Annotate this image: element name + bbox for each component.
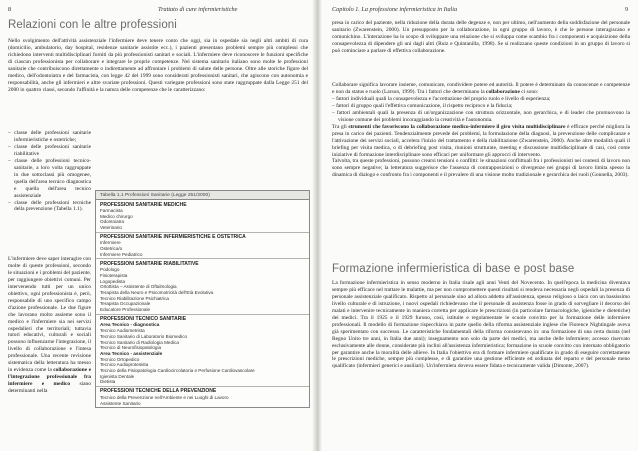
table-group-tecnico-sanitarie [96,315,309,387]
table-item: Tecnico Audioprotesista [100,362,149,368]
table-item: Infermiere [100,240,121,246]
table-group-heading: PROFESSIONI TECNICHE DELLA PREVENZIONE [100,388,217,395]
body-tail-text: siano determinanti nella [8,381,91,395]
paragraph-c [332,124,630,159]
paragraph-lead-text: Tra gli [332,123,347,130]
table-item: Terapista della Neuro e Psicomotricità dell'Età Evolutiva [100,289,214,295]
table-group-heading: PROFESSIONI TECNICO SANITARIE [100,316,187,323]
paragraph-tail-text: ci sono: [521,88,539,95]
right-paragraph-b [332,82,630,179]
right-page [320,0,638,451]
body-bold-text: collaborazione e l'integrazione professionale fra infermiere e medico [8,367,91,388]
list-item: – fattori ambientali quali la presenza di un'organizzazione con struttura orizzontale, non gerarchica, e di leader che promuovono la visione comune dei problemi incoraggiando la creatività e l'autonomia. [332,110,630,124]
table-item: Tecnico Sanitario di Radiologia Medica [100,339,179,345]
page-number: 8 [8,6,12,13]
page-number: 9 [625,6,629,13]
left-page [0,0,314,451]
list-item: – fattori di gruppo quali l'effettiva comunicazione, il rispetto reciproco e la fiducia; [332,103,630,110]
paragraph-text: Collaborare significa lavorare insieme, comunicare, condividere potere ed autorità. Il potere è determinato da conoscenze e competenze e non da status e ruolo (Larson, 1999). Tra i fattori che determinano la [332,82,630,95]
table-item: Tecnico di Neurofisiopatologia [100,345,162,351]
table-group-heading: PROFESSIONI SANITARIE MEDICHE [100,201,187,208]
paragraph-d: Talvolta, tra queste professioni, possono crearsi tensioni o conflitti: le situazioni conflittuali fra i professionisti nei contesti di lavoro non sono sempre negative; la letteratura suggerisce che l'assenza di contrapposizioni o divergenze nei gruppi di lavoro limita spesso la dinamica di dialogo e confronto fra i componenti e il prevalere di una visione molto tradizionale e gerarchica dei ruoli (Gonnella, 2003). [332,158,630,179]
table-item: Educatore Professionale [100,306,151,312]
factor-list [332,96,630,124]
section-title: Relazioni con le altre professioni [8,19,177,31]
list-item: – classe delle professioni tecnico-sanitarie, a loro volta raggruppate in due sottoclassi più omogenee, quella dell'area tecnico diagnostica e quella dell'area tecnico assistenziale [8,158,91,200]
table-group-mediche [96,200,309,233]
running-header: Trattato di cure infermieristiche [158,6,238,13]
table-item: Dietista [100,379,116,385]
paragraph-bold-text: strumenti che favoriscono la collaborazione medico-infermiere il giro visita multidisciplinare [348,123,566,130]
table-item: Ortottista – Assistente di Oftalmologia [100,284,177,290]
professions-table [95,190,310,408]
table-item: Tecnico Sanitario di Laboratorio Biomedico [100,333,188,339]
table-item: Tecnico della Fisiopatologia Cardiocircolatoria e Perfusione Cardiovascolare [100,368,255,373]
table-caption: Tabella 1.1 Professioni Sanitarie (Legge 251/2000) [96,191,309,200]
table-item: Podologo [100,267,120,273]
table-item: Terapista Occupazionale [100,301,151,307]
list-item: – classe delle professioni tecniche della prevenzione (Tabella 1.1). [8,200,91,214]
table-item: Tecnico Ortopedico [100,356,140,362]
table-item: Tecnico della Prevenzione nell'Ambiente e nei Luoghi di Lavoro [100,394,229,400]
right-paragraph-e: La formazione infermieristica in senso moderno in Italia risale agli anni Venti del Novecento. In quell'epoca la medicina diventava sempre più efficace nel trattare le malattie, ma per non compromettere questi risultati si rendeva necessaria negli ospedali la presenza di personale assistenziale qualificato. Rispetto al personale sino ad allora addetto all'assistenza, spesso religioso o laico con un bassissimo livello culturale e di istruzione, i nuovi ospedali richiedevano che il personale di assistenza fosse in grado di sorvegliare il decorso dei malati e intervenire tecnicamente in maniera corretta per applicare le prescrizioni (in particolare farmacologiche, igieniche e dietetiche) dei medici. Tra il 1925 e il 1929 furono, così, istituite e regolamentate le scuole convitto per la formazione delle infermiere professionali. Il modello di formazione rispecchiava in parte quello della riforma assistenziale inglese che Florence Nightingale aveva già sperimentato con successo. Le caratteristiche fondamentali della riforma consistevano in: una formazione di una certa durata (nel Regno Unito tre anni, in Italia due anni); insegnamento non solo da parte dei medici, ma anche delle infermiere; accesso riservato esclusivamente alle donne, considerate più inclini all'assistenza infermieristica; formazione in scuole convitto con internato obbligatorio per garantire anche la moralità delle allieve. In Italia l'obiettivo era di formare infermiere qualificate in grado di eseguire correttamente le prescrizioni mediche, sempre più complesse, e di garantire una gestione efficiente ed ordinata del reparto e del personale meno qualificato (infermieri generici e ausiliari). Un'infermiera doveva essere fidata e tecnicamente valida (Dimonte, 2007). [332,280,630,370]
table-group-infermieristiche [96,233,309,260]
table-item: Farmacista [100,207,123,213]
intro-paragraph: Nello svolgimento dell'attività assistenziale l'infermiere deve tenere conto che oggi, sia in ospedale sia negli altri ambiti di cura (domicilio, ambulatorio, day hospital, residenze sanitarie assistite ecc.), i pazienti presentano problemi sempre più complessi che richiedono interventi multidisciplinari forniti da più professionisti sanitari e sociali. L'infermiere deve riconoscere le funzioni specifiche di ciascun professionista per collaborare e integrare le proprie competenze. Nel sistema sanitario italiano sono molte le professioni sanitarie che contribuiscono direttamente o indirettamente ad affrontare i problemi di salute delle persone. Oltre alle storiche figure del medico, dell'odontoiatra e del farmacista, con legge 42 del 1999 sono considerati professionisti sanitari, che agiscono con autonomia e responsabilità, anche gli infermieri e altre svariate professioni. Questi variegate professioni sono state raggruppate dalla Legge 251 del 2000 in quattro classi, secondo l'affinità e la natura delle competenze che le caratterizzano: [8,38,308,93]
table-item: Tecnico Audiometrista [100,328,145,334]
body-paragraph [8,256,91,395]
table-item: Infermiere Pediatrico [100,251,143,257]
table-item: Tecnico Riabilitazione Psichiatrica [100,295,169,301]
table-item: Igienista Dentale [100,373,135,379]
table-item: Odontoiatra [100,219,125,225]
running-header: Capitolo 1. La professione infermieristica in Italia [332,6,458,13]
list-item: – fattori individuali quali la consapevolezza e l'accettazione del proprio ruolo e livello di esperienza; [332,96,630,103]
table-item: Ostetrica/o [100,246,123,252]
table-item: Logopedista [100,278,126,284]
table-group-prevenzione [96,387,309,407]
table-item: Assistente Sanitario [100,400,141,406]
list-item: – classe delle professioni sanitarie infermieristiche e ostetriche; [8,130,91,144]
body-text: L'infermiere deve saper interagire con molte di queste professioni, secondo le situazioni e i problemi del paziente, per raggiungere obiettivi comuni. Per intervenendo tutti per un unico obiettivo, ogni professionista è, però, responsabile di uno specifico campo d'azione professionale. Le due figure che lavorano molto assieme sono il medico e l'infermiere sia nei servizi ospedalieri che territoriali; tuttavia tutori educativi, culturali e sociali possono influenzarne l'integrazione, il livello di collaborazione e l'intesa professionale. Una recente revisione sistematica della letteratura ha messo in evidenza come la [8,256,91,374]
paragraph-bold-text: collaborazione [486,88,520,95]
table-subgroup-heading: Area Tecnico - assistenziale [100,350,163,356]
section-title: Formazione infermieristica di base e post base [332,263,575,275]
right-paragraph-a: presa in carico del paziente, nella riduzione della durata delle degenze e, non per ultimo, nell'aumento della soddisfazione del personale sanitario (Zwarenstein, 2000). Un presupposto per la collaborazione, in ogni gruppo di lavoro, è che le persone interagiscano e comunichino. L'interazione ha lo scopo di sviluppare una relazione che si sviluppa come scambio fra i componenti e acquisizione della consapevolezza di dipendere gli uni dagli altri (Ruiz e Quintanilla, 1998). Se si realizzano queste condizioni in un gruppo di lavoro si può cominciare a parlare di effettiva collaborazione. [332,20,630,54]
list-item: – classe delle professioni sanitarie riabilitative [8,144,91,158]
paragraph-text: è efficace perché migliora la presa in carico dei pazienti. Tendenzialmente prevede dei problemi, la formulazione della diagnosi, la prevenzione delle complicanze e l'attivazione dei servizi sociali, accelera l'inizio del trattamento e della riabilitazione (Zwarenstein, 2000). Anche altre modalità quali il briefing per visita medica, o di debriefing post visita, riunioni strutturate, meeting e discussione multidisciplinare di casi, così come iniziative di formazione interdisciplinare sono efficaci per uniformare gli approcci di intervento. [332,123,630,158]
table-item: Fisioterapista [100,272,128,278]
table-group-heading: PROFESSIONI SANITARIE RIABILITATIVE [100,260,199,267]
table-item: Medico chirurgo [100,213,133,219]
table-subgroup-heading: Area Tecnico - diagnostica [100,322,160,328]
class-list [8,130,91,213]
class-list-block [8,130,91,213]
table-item: Veterinario [100,224,122,230]
table-group-heading: PROFESSIONI SANITARIE INFERMIERISTICHE E OSTETRICA [100,234,246,241]
table-group-riabilitative [96,259,309,314]
